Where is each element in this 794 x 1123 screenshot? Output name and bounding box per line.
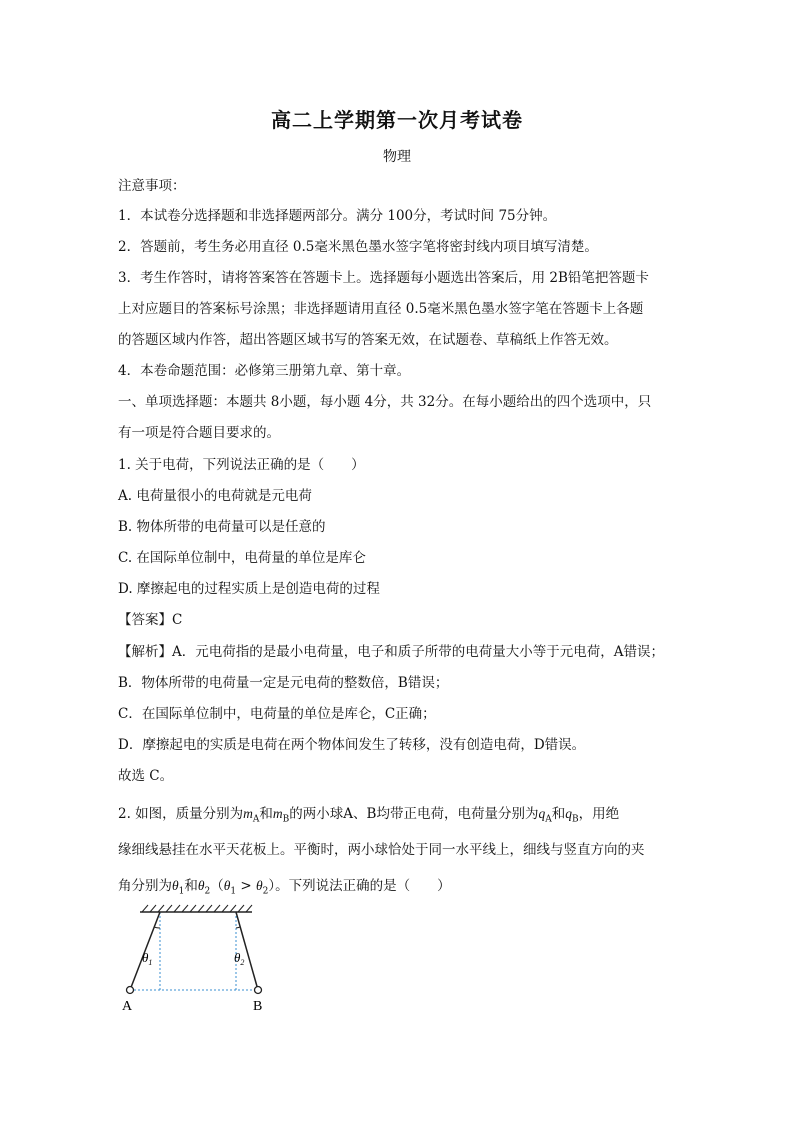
q2-line-3: 角分别为$\theta_1$和$\theta_2(\theta_1 > \theta_2)$。下列说法正确的是（ ）: [118, 878, 451, 897]
q1-option-c: C. 在国际单位制中，电荷量的单位是库仑: [118, 550, 366, 566]
q1-analysis-c: C．在国际单位制中，电荷量的单位是库仑，C正确；: [118, 706, 436, 722]
label-a: A: [122, 999, 133, 1014]
ball-b: [255, 987, 262, 994]
notice-item-4: 4．本卷命题范围：必修第三册第九章、第十章。: [118, 363, 411, 379]
q1-analysis-a: 【解析】A．元电荷指的是最小电荷量，电子和质子所带的电荷量大小等于元电荷，A错误；: [118, 644, 664, 660]
q1-conclusion: 故选 C。: [118, 768, 174, 784]
exam-subject: 物理: [383, 149, 411, 165]
q1-option-d: D. 摩擦起电的过程实质上是创造电荷的过程: [118, 581, 380, 597]
q1-option-b: B. 物体所带的电荷量可以是任意的: [118, 519, 326, 535]
ceiling-hatch: [142, 905, 252, 912]
pendulum-diagram: [112, 900, 282, 1020]
label-b: B: [253, 999, 263, 1014]
q2-line-2: 缘细线悬挂在水平天花板上。平衡时，两小球恰处于同一水平线上，细线与竖直方向的夹: [118, 842, 645, 858]
ball-a: [127, 987, 134, 994]
notice-item-1: 1．本试卷分选择题和非选择题两部分。满分 100分，考试时间 75分钟。: [118, 208, 557, 224]
section-heading: 一、单项选择题：本题共 8小题，每小题 4分，共 32分。在每小题给出的四个选项中，只: [118, 394, 652, 410]
notice-item-3-cont: 的答题区域内作答，超出答题区域书写的答案无效，在试题卷、草稿纸上作答无效。: [118, 332, 618, 348]
exam-title: 高二上学期第一次月考试卷: [271, 108, 523, 132]
q1-answer: 【答案】C: [118, 612, 183, 628]
notice-item-3-cont: 上对应题目的答案标号涂黑；非选择题请用直径 0.5毫米黑色墨水签字笔在答题卡上各题: [118, 301, 644, 317]
q1-analysis-b: B．物体所带的电荷量一定是元电荷的整数倍，B错误；: [118, 675, 449, 691]
q1-stem: 1. 关于电荷，下列说法正确的是（ ）: [118, 457, 365, 473]
q2-line-1: 2. 如图，质量分别为$m_A$和$m_B$的两小球A、B均带正电荷，电荷量分别为$q_A$和$q_B$，用绝: [118, 806, 620, 825]
angle-arc-2: [236, 927, 240, 928]
notice-item-3: 3．考生作答时，请将答案答在答题卡上。选择题每小题选出答案后，用 2B铅笔把答题卡: [118, 270, 649, 286]
theta2-label: $\theta_2$: [234, 950, 245, 967]
section-heading-cont: 有一项是符合题目要求的。: [118, 425, 280, 441]
notice-heading: 注意事项：: [118, 178, 186, 194]
q1-analysis-d: D．摩擦起电的实质是电荷在两个物体间发生了转移，没有创造电荷，D错误。: [118, 737, 586, 753]
q1-option-a: A. 电荷量很小的电荷就是元电荷: [118, 488, 312, 504]
theta1-label: $\theta_1$: [142, 950, 153, 967]
notice-item-2: 2．答题前，考生务必用直径 0.5毫米黑色墨水签字笔将密封线内项目填写清楚。: [118, 239, 598, 255]
angle-arc-1: [154, 927, 160, 928]
